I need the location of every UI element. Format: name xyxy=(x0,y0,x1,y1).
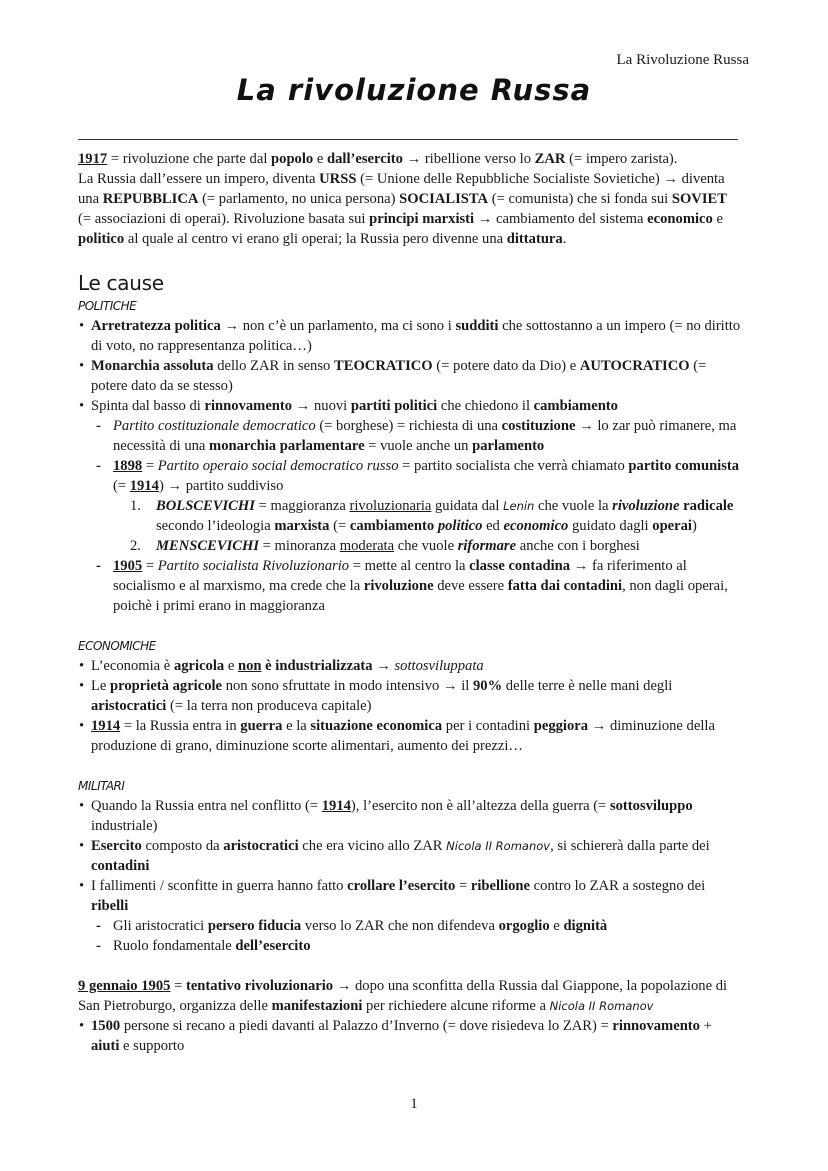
text-run: anche con i borghesi xyxy=(516,538,640,554)
text-run: per richiedere alcune riforme a xyxy=(362,998,550,1014)
text-run: e xyxy=(549,918,564,934)
bullet-item xyxy=(78,676,742,716)
text-run: verso lo ZAR che non difendeva xyxy=(301,918,499,934)
text-run: → lo zar può rimanere, ma necessità di una xyxy=(113,418,737,454)
text-run: dello ZAR in senso xyxy=(213,358,334,374)
text-run: contadini xyxy=(91,858,150,874)
bullet-item xyxy=(78,836,742,876)
text-run: che chiedono il xyxy=(437,398,534,414)
text-run: rinnovamento xyxy=(612,1018,700,1034)
paragraph xyxy=(78,169,742,249)
text-run: ) → partito suddiviso xyxy=(158,478,284,494)
text-run: MILITARI xyxy=(78,779,125,793)
text-run: 9 gennaio 1905 xyxy=(78,978,171,994)
text-run: Partito costituzionale democratico xyxy=(113,418,316,434)
text-run: ZAR xyxy=(534,151,566,167)
text-run: delle terre è nelle mani degli xyxy=(502,678,673,694)
text-run: agricola xyxy=(173,658,225,674)
text-run: → nuovi xyxy=(292,398,351,414)
text-run: manifestazioni xyxy=(271,998,363,1014)
text-run: 1914 xyxy=(91,718,121,734)
text-run: guerra xyxy=(240,718,283,734)
document-body xyxy=(78,149,742,1056)
text-run: principi marxisti xyxy=(369,211,475,227)
text-run: aristocratici xyxy=(91,698,167,714)
text-run: rivoluzione xyxy=(612,498,680,514)
text-run: orgoglio xyxy=(498,918,550,934)
text-run: che sottostanno a un impero (= no diritto di voto, no rappresentanza politica…) xyxy=(91,318,741,354)
text-run: , non dagli operai, poichè i primi erano in maggioranza xyxy=(113,578,728,614)
text-run: rinnovamento xyxy=(204,398,293,414)
text-run: Ruolo fondamentale xyxy=(113,938,236,954)
text-run: è industrializzata xyxy=(265,658,373,674)
text-run: sottosviluppo xyxy=(609,798,693,814)
text-run: TEOCRATICO xyxy=(333,358,433,374)
text-run: dell’esercito xyxy=(235,938,311,954)
page-title: La rivoluzione Russa xyxy=(236,73,592,107)
text-run: e supporto xyxy=(119,1038,185,1054)
text-run: economico xyxy=(503,518,569,534)
text-run: moderata xyxy=(339,538,395,554)
handwritten-name: Lenin xyxy=(503,499,535,513)
paragraph xyxy=(78,976,742,1016)
text-run: = rivoluzione che parte dal xyxy=(107,151,272,167)
text-run: contro lo ZAR a sostegno dei xyxy=(530,878,706,894)
text-run: politico xyxy=(437,518,483,534)
dash-item xyxy=(78,416,742,456)
text-run: tentativo rivoluzionario xyxy=(185,978,334,994)
text-run: (= parlamento, no unica persona) xyxy=(198,191,400,207)
text-run: REPUBBLICA xyxy=(102,191,199,207)
text-run: → xyxy=(372,658,395,674)
list-number: 2. xyxy=(130,538,141,554)
numbered-item xyxy=(78,536,742,556)
text-run: Spinta dal basso di xyxy=(91,398,205,414)
text-run: I fallimenti / sconfitte in guerra hanno fatto xyxy=(91,878,348,894)
text-run: politico xyxy=(78,231,125,247)
text-run: economico xyxy=(647,211,713,227)
text-run: ), l’esercito non è all’altezza della guerra (= xyxy=(350,798,610,814)
text-run: dall’esercito xyxy=(327,151,403,167)
text-run: (= potere dato da se stesso) xyxy=(91,358,707,394)
text-run: = la Russia entra in xyxy=(120,718,241,734)
text-run: popolo xyxy=(271,151,314,167)
text-run: dignità xyxy=(563,918,608,934)
text-run: (= associazioni di operai). Rivoluzione basata sui xyxy=(78,211,370,227)
text-run: deve essere xyxy=(433,578,508,594)
text-run: aiuti xyxy=(91,1038,120,1054)
text-run: URSS xyxy=(319,171,357,187)
bullet-item xyxy=(78,716,742,756)
text-run: = mette al centro la xyxy=(349,558,470,574)
text-run: ECONOMICHE xyxy=(78,639,156,653)
dash-item xyxy=(78,456,742,496)
text-run: radicale xyxy=(683,498,734,514)
text-run: SOVIET xyxy=(671,191,727,207)
paragraph xyxy=(78,149,742,169)
text-run: La Russia dall’essere un impero, diventa xyxy=(78,171,320,187)
text-run: (= impero zarista). xyxy=(565,151,678,167)
text-run: 1917 xyxy=(78,151,108,167)
text-run: Gli aristocratici xyxy=(113,918,208,934)
text-run: → diminuzione della produzione di grano, diminuzione scorte alimentari, aumento dei prezzi… xyxy=(91,718,715,754)
text-run: che vuole xyxy=(394,538,458,554)
text-run: per i contadini xyxy=(442,718,534,734)
text-run: + xyxy=(699,1018,712,1034)
text-run: situazione economica xyxy=(310,718,443,734)
page-number: 1 xyxy=(410,1096,418,1112)
text-run: (= xyxy=(329,518,350,534)
text-run: industriale) xyxy=(91,818,158,834)
text-run: , si schiererà dalla parte dei xyxy=(550,838,710,854)
text-run: L’economia è xyxy=(91,658,174,674)
text-run: 1914 xyxy=(129,478,159,494)
text-run: 90% xyxy=(472,678,503,694)
handwritten-name: Nicola II Romanov xyxy=(446,839,551,853)
text-run: persero fiducia xyxy=(207,918,302,934)
text-run: Le cause xyxy=(78,271,164,295)
text-run: 1905 xyxy=(113,558,143,574)
text-run: persone si recano a piedi davanti al Palazzo d’Inverno (= dove risiedeva lo ZAR) = xyxy=(120,1018,613,1034)
text-run: guidato dagli xyxy=(568,518,653,534)
text-run: (= Unione delle Repubbliche Socialiste Sovietiche) → diventa una xyxy=(78,171,725,207)
subsection-heading xyxy=(78,636,742,656)
bullet-item xyxy=(78,656,742,676)
subsection-heading xyxy=(78,776,742,796)
text-run: MENSCEVICHI xyxy=(156,538,260,554)
text-run: costituzione xyxy=(501,418,576,434)
text-run: guidata dal xyxy=(431,498,504,514)
dash-item xyxy=(78,936,742,956)
section-heading xyxy=(78,270,742,296)
text-run: marxista xyxy=(274,518,330,534)
text-run: 1500 xyxy=(91,1018,121,1034)
bullet-item xyxy=(78,1016,742,1056)
text-run: (= comunista) che si fonda sui xyxy=(488,191,672,207)
text-run: e xyxy=(712,211,723,227)
dash-item xyxy=(78,916,742,936)
text-run: crollare l’esercito xyxy=(347,878,456,894)
list-number: 1. xyxy=(130,498,141,514)
numbered-item xyxy=(78,496,742,536)
text-run: → non c’è un parlamento, ma ci sono i xyxy=(220,318,456,334)
text-run: riformare xyxy=(457,538,517,554)
text-run: → ribellione verso lo xyxy=(402,151,535,167)
bullet-item xyxy=(78,316,742,356)
text-run: = maggioranza xyxy=(254,498,350,514)
text-run: BOLSCEVICHI xyxy=(156,498,255,514)
text-run: aristocratici xyxy=(223,838,299,854)
text-run: = xyxy=(170,978,186,994)
text-run: = minoranza xyxy=(259,538,340,554)
text-run: → fa riferimento al socialismo e al marxismo, ma crede che la xyxy=(113,558,687,594)
text-run: non xyxy=(237,658,262,674)
text-run: che era vicino allo ZAR xyxy=(298,838,447,854)
text-run: sudditi xyxy=(455,318,499,334)
text-run: Partito socialista Rivoluzionario xyxy=(157,558,350,574)
text-run: Le xyxy=(91,678,111,694)
handwritten-name: Nicola II Romanov xyxy=(549,999,654,1013)
text-run: ed xyxy=(482,518,504,534)
text-run: proprietà agricole xyxy=(110,678,223,694)
text-run: Quando la Russia entra nel conflitto (= xyxy=(91,798,322,814)
text-run: cambiamento xyxy=(349,518,438,534)
text-run: dittatura xyxy=(506,231,563,247)
subsection-heading xyxy=(78,296,742,316)
text-run: parlamento xyxy=(472,438,545,454)
text-run: (= la terra non produceva capitale) xyxy=(166,698,372,714)
text-run: (= borghese) = richiesta di una xyxy=(315,418,502,434)
text-run: 1898 xyxy=(113,458,143,474)
text-run: secondo l’ideologia xyxy=(156,518,275,534)
text-run: Esercito xyxy=(91,838,142,854)
text-run: AUTOCRATICO xyxy=(579,358,690,374)
text-run: e xyxy=(313,151,327,167)
text-run: e xyxy=(224,658,238,674)
text-run: = xyxy=(142,458,158,474)
text-run: ribellione xyxy=(470,878,531,894)
text-run: cambiamento xyxy=(533,398,618,414)
text-run: POLITICHE xyxy=(78,299,137,313)
title-divider xyxy=(78,139,738,140)
text-run: monarchia parlamentare xyxy=(209,438,365,454)
text-run: ) xyxy=(692,518,697,534)
text-run: fatta dai contadini xyxy=(507,578,623,594)
text-run: rivoluzionaria xyxy=(349,498,432,514)
text-run: e la xyxy=(282,718,311,734)
bullet-item xyxy=(78,396,742,416)
text-run: = xyxy=(455,878,471,894)
text-run: peggiora xyxy=(533,718,589,734)
text-run: = xyxy=(142,558,158,574)
text-run: Arretratezza politica xyxy=(91,318,221,334)
text-run: 1914 xyxy=(321,798,351,814)
text-run: partiti politici xyxy=(350,398,438,414)
text-run: operai xyxy=(652,518,692,534)
text-run: (= potere dato da Dio) e xyxy=(432,358,580,374)
running-header: La Rivoluzione Russa xyxy=(616,52,749,68)
bullet-item xyxy=(78,876,742,916)
bullet-item xyxy=(78,796,742,836)
text-run: non sono sfruttate in modo intensivo → il xyxy=(222,678,473,694)
bullet-item xyxy=(78,356,742,396)
text-run: ribelli xyxy=(91,898,129,914)
text-run: Monarchia assoluta xyxy=(91,358,214,374)
text-run: = vuole anche un xyxy=(364,438,473,454)
text-run: classe contadina xyxy=(469,558,571,574)
text-run: composto da xyxy=(141,838,224,854)
text-run: = partito socialista che verrà chiamato xyxy=(398,458,629,474)
text-run: che vuole la xyxy=(534,498,613,514)
text-run: rivoluzione xyxy=(363,578,434,594)
text-run: → dopo una sconfitta della Russia dal Giappone, la popolazione di San Pietroburgo, organizza delle xyxy=(78,978,728,1014)
text-run: → cambiamento del sistema xyxy=(474,211,648,227)
text-run: SOCIALISTA xyxy=(399,191,489,207)
text-run: Partito operaio social democratico russo xyxy=(157,458,399,474)
dash-item xyxy=(78,556,742,616)
text-run: partito comunista xyxy=(628,458,740,474)
text-run: . xyxy=(562,231,567,247)
text-run: (= xyxy=(113,478,130,494)
text-run: al quale al centro vi erano gli operai; la Russia pero divenne una xyxy=(124,231,507,247)
text-run: sottosviluppata xyxy=(394,658,484,674)
